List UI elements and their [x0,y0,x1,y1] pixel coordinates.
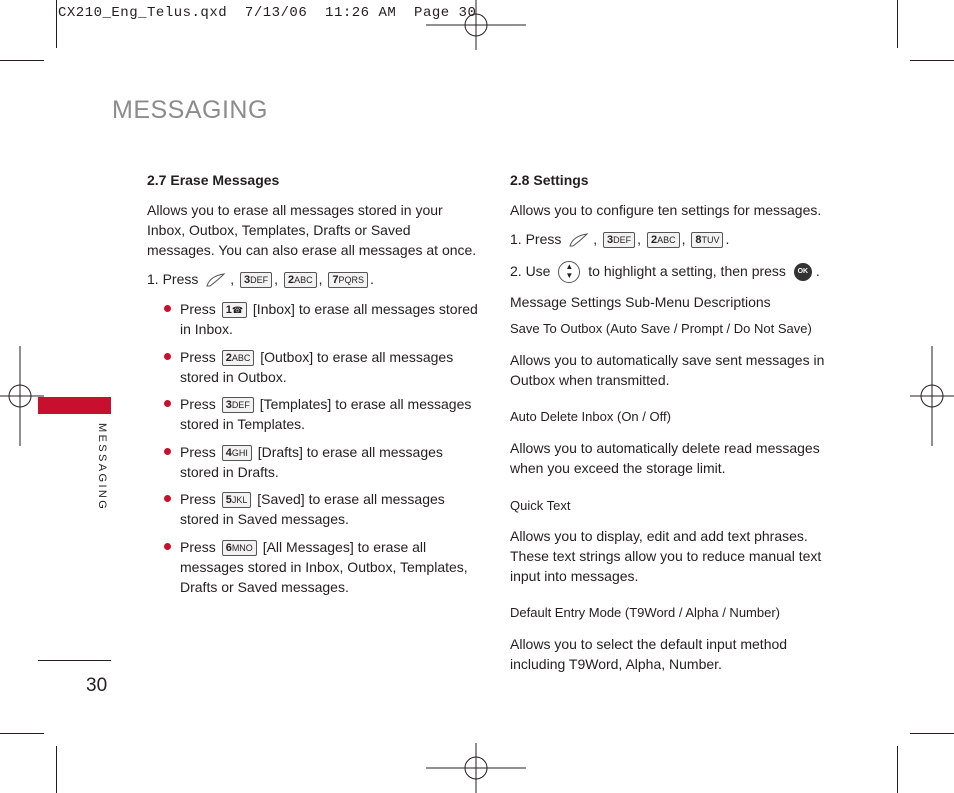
crop-mark [0,60,44,61]
key-2-icon: 2ABC [222,350,255,366]
key-7-icon: 7PQRS [328,272,368,288]
bullet-text: to erase all messages stored in Inbox, Outbox, Templates, Drafts or Saved messages. [180,539,468,595]
crop-mark [897,746,898,793]
bullet-templates [180,394,480,434]
key-3-icon: 3DEF [222,397,254,413]
bullet-text: to erase all messages stored in Drafts. [180,444,443,480]
bullet-drafts [180,442,480,482]
bullet-icon [164,353,171,360]
crop-mark [0,733,44,734]
bullet-outbox [180,347,480,387]
bullet-label: [Saved] [257,491,305,507]
erase-step-1: 1. Press , 3DEF , 2ABC , 7PQRS . [147,271,374,287]
step-text: 2. Use [510,263,551,279]
step-text: to highlight a setting, then press [588,263,786,279]
bullet-text: to erase all messages stored in Templates. [180,396,472,432]
bullet-inbox [180,299,480,339]
key-4-icon: 4GHI [222,445,252,461]
setting-name: Save To Outbox [510,321,603,336]
setting-options: (On / Off) [616,409,671,424]
bullet-icon [164,543,171,550]
crop-mark [910,733,954,734]
key-8-icon: 8TUV [691,232,723,248]
setting-auto-delete-inbox [510,409,671,424]
bullet-icon [164,305,171,312]
bullet-press: Press [180,396,216,412]
setting-name: Default Entry Mode [510,605,622,620]
page-title: MESSAGING [112,96,268,124]
left-soft-key-icon [204,272,228,288]
footer-rule [38,660,111,661]
key-5-icon: 5JKL [222,492,252,508]
setting-desc: Allows you to select the default input method including T9Word, Alpha, Number. [510,636,788,672]
settings-intro: Allows you to configure ten settings for messages. [510,202,822,218]
submenu-heading: Message Settings Sub-Menu Descriptions [510,294,771,310]
setting-options: (T9Word / Alpha / Number) [624,605,780,620]
bullet-text: to erase all messages stored in Inbox. [180,301,478,337]
navigation-key-icon: ▲ ▼ [558,261,580,283]
key-6-icon: 6MNO [222,540,257,556]
setting-options: (Auto Save / Prompt / Do Not Save) [605,321,812,336]
setting-name: Auto Delete Inbox [510,409,614,424]
key-2-icon: 2ABC [647,232,680,248]
bullet-label: [Inbox] [252,301,295,317]
bullet-label: [Templates] [259,396,332,412]
registration-mark-bottom [426,743,526,793]
step-text: 1. Press [510,231,562,247]
bullet-text: to erase all messages stored in Saved messages. [180,491,445,527]
bullet-saved [180,489,480,529]
setting-quick-text [510,498,570,513]
settings-step-2: 2. Use ▲ ▼ to highlight a setting, then press OK . [510,261,820,283]
crop-mark [56,0,57,48]
crop-mark [897,0,898,48]
side-tab-bar [38,397,111,414]
bullet-icon [164,495,171,502]
setting-name: Quick Text [510,498,571,513]
bullet-press: Press [180,491,216,507]
section-heading-settings: 2.8 Settings [510,172,589,188]
registration-mark-right [910,346,954,446]
bullet-icon [164,400,171,407]
crop-mark [56,746,57,793]
bullet-press: Press [180,301,216,317]
left-soft-key-icon [567,232,591,248]
ok-key-icon: OK [794,263,812,281]
erase-intro: Allows you to erase all messages stored in your Inbox, Outbox, Templates, Drafts or Saved messages. You can also erase all messages at once. [147,202,477,258]
setting-desc: Allows you to display, edit and add text phrases. These text strings allow you to reduce manual text input into messages. [510,528,822,584]
bullet-press: Press [180,349,216,365]
bullet-label: [Drafts] [257,444,303,460]
key-2-icon: 2ABC [284,272,317,288]
bullet-press: Press [180,539,216,555]
bullet-icon [164,448,171,455]
bullet-press: Press [180,444,216,460]
bullet-all-messages [180,537,480,597]
file-header: CX210_Eng_Telus.qxd 7/13/06 11:26 AM Page 30 [58,5,477,21]
setting-desc: Allows you to automatically delete read messages when you exceed the storage limit. [510,440,820,476]
registration-mark-left [0,346,44,446]
setting-default-entry-mode [510,605,780,620]
crop-mark [910,60,954,61]
key-1-icon: 1☎ [222,302,247,318]
key-3-icon: 3DEF [603,232,635,248]
section-heading-erase: 2.7 Erase Messages [147,172,280,188]
key-3-icon: 3DEF [240,272,272,288]
settings-step-1: 1. Press , 3DEF , 2ABC , 8TUV . [510,231,730,247]
setting-desc: Allows you to automatically save sent messages in Outbox when transmitted. [510,352,825,388]
page-number: 30 [86,675,108,696]
side-tab-label: MESSAGING [96,423,108,512]
setting-save-to-outbox [510,321,812,336]
step-text: 1. Press [147,271,199,287]
bullet-label: [All Messages] [262,539,354,555]
bullet-text: to erase all messages stored in Outbox. [180,349,454,385]
bullet-label: [Outbox] [260,349,314,365]
